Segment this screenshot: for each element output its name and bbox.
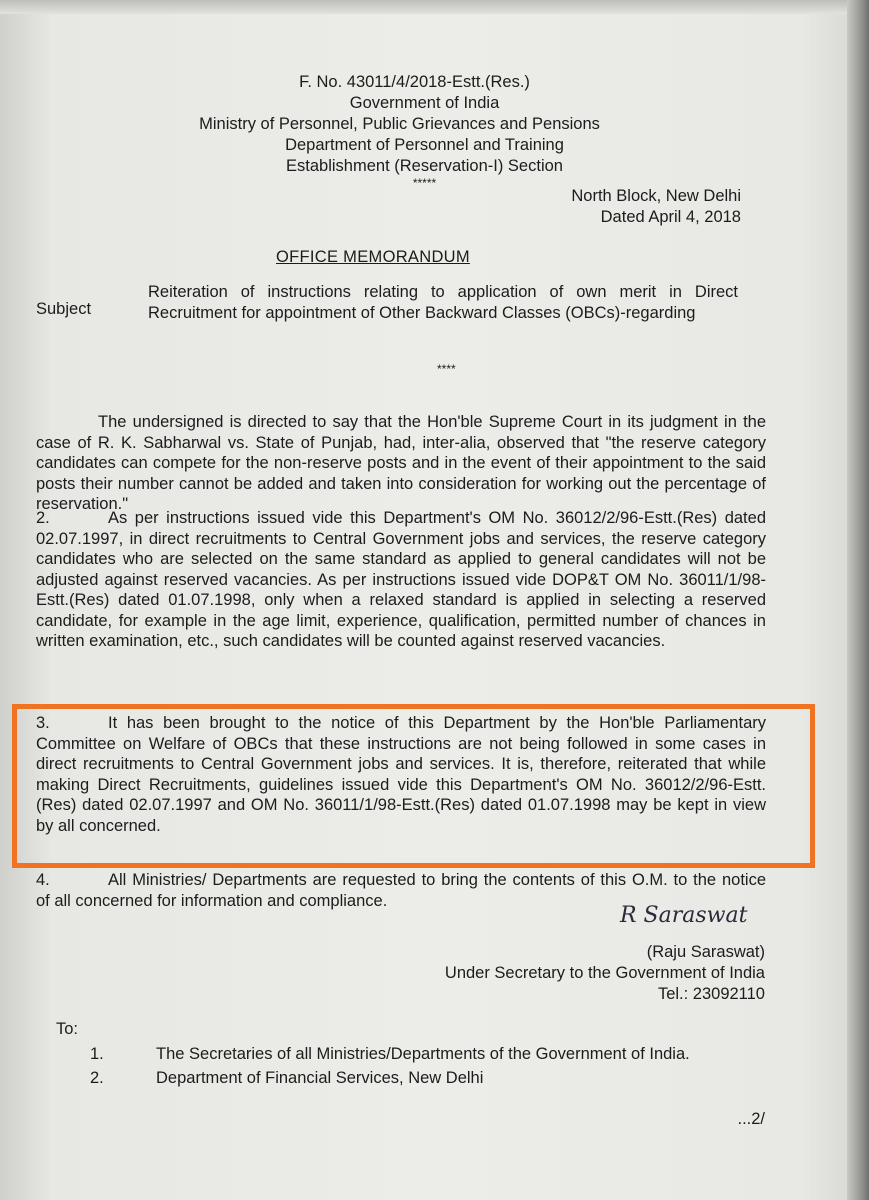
file-number: F. No. 43011/4/2018-Estt.(Res.) bbox=[299, 73, 530, 91]
paragraph-4-number: 4. bbox=[36, 871, 50, 889]
memo-title: OFFICE MEMORANDUM bbox=[276, 248, 470, 266]
recipient-text: The Secretaries of all Ministries/Departments of the Government of India. bbox=[156, 1045, 690, 1063]
page-continuation: ...2/ bbox=[737, 1110, 765, 1128]
government-name: Government of India bbox=[349, 94, 500, 112]
signature-block bbox=[445, 942, 765, 1005]
section-name: Establishment (Reservation-I) Section bbox=[286, 157, 563, 175]
subject-label: Subject bbox=[36, 300, 92, 318]
recipient-list bbox=[90, 1042, 690, 1090]
recipient-number: 1. bbox=[90, 1045, 104, 1063]
ministry-name: Ministry of Personnel, Public Grievances and Pensions bbox=[199, 115, 600, 133]
paragraph-2 bbox=[36, 508, 766, 652]
subject-text: Reiteration of instructions relating to application of own merit in Direct Recruitment for appointment of Other Backward Classes (OBCs)-regarding bbox=[148, 283, 738, 322]
list-item bbox=[90, 1066, 690, 1090]
memo-header bbox=[0, 72, 869, 189]
highlight-box bbox=[12, 704, 815, 868]
paragraph-4-text: All Ministries/ Departments are requested to bring the contents of this O.M. to the notice of all concerned for information and compliance. bbox=[36, 871, 766, 910]
paragraph-2-text: As per instructions issued vide this Department's OM No. 36012/2/96-Estt.(Res) dated 02.07.1997, in direct recruitments to Central Government jobs and services, the reserve category candidates who are selected on the same standard as applied to general candidates will not be adjusted against reserved vacancies. As per instructions issued vide DOP&T OM No. 36011/1/98-Estt.(Res) dated 01.07.1998, only when a relaxed standard is applied in selecting a reserved candidate, for example in the age limit, experience, qualification, permitted number of chances in written examination, etc., such candidates will be counted against reserved vacancies. bbox=[36, 509, 766, 650]
to-label: To: bbox=[56, 1020, 79, 1038]
scan-top-edge bbox=[0, 0, 869, 14]
location: North Block, New Delhi bbox=[571, 187, 741, 205]
paragraph-3-number: 3. bbox=[36, 714, 50, 732]
paragraph-3-text: It has been brought to the notice of this Department by the Hon'ble Parliamentary Committee on Welfare of OBCs that these instructions are not being followed in some cases in direct recruitments to Central Government jobs and services. It is, therefore, reiterated that while making Direct Recruitments, guidelines issued vide this Department's OM No. 36012/2/96-Estt.(Res) dated 02.07.1997 and OM No. 36011/1/98-Estt.(Res) dated 01.07.1998 may be kept in view by all concerned. bbox=[36, 714, 766, 835]
signatory-telephone: Tel.: 23092110 bbox=[657, 985, 765, 1003]
paragraph-1-text: The undersigned is directed to say that the Hon'ble Supreme Court in its judgment in the case of R. K. Sabharwal vs. State of Punjab, had, inter-alia, observed that "the reserve category candidates can compete for the non-reserve posts and in the event of their appointment to the said posts their number cannot be added and taken into consideration for working out the percentage of reservation." bbox=[36, 413, 766, 513]
paragraph-2-number: 2. bbox=[36, 509, 50, 527]
subject-stars: **** bbox=[437, 362, 456, 376]
signatory-designation: Under Secretary to the Government of India bbox=[444, 964, 765, 982]
signatory-name: (Raju Saraswat) bbox=[646, 943, 765, 961]
department-name: Department of Personnel and Training bbox=[285, 136, 564, 154]
paragraph-1 bbox=[36, 412, 766, 515]
recipient-number: 2. bbox=[90, 1069, 104, 1087]
header-stars: ***** bbox=[412, 176, 437, 190]
list-item bbox=[90, 1042, 690, 1066]
date: Dated April 4, 2018 bbox=[600, 208, 741, 226]
recipient-text: Department of Financial Services, New Delhi bbox=[156, 1069, 484, 1087]
place-and-date bbox=[571, 186, 741, 228]
handwritten-signature: R Saraswat bbox=[620, 903, 748, 928]
